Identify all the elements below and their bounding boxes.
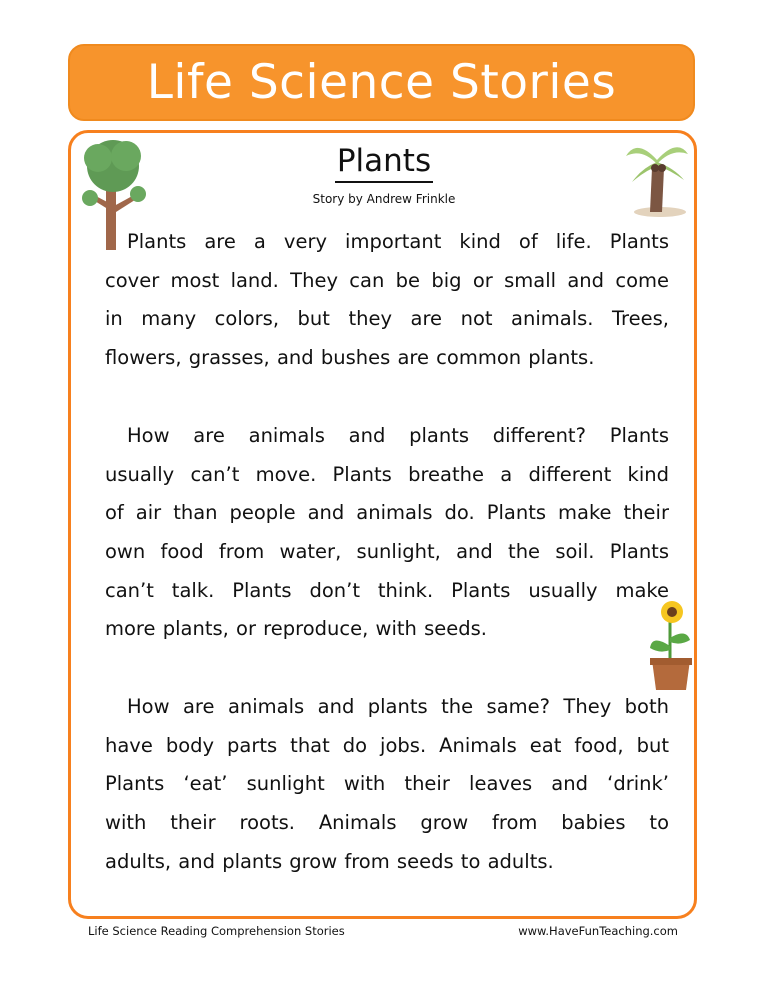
text-line: can’t talk. Plants don’t think. Plants usually make: [105, 578, 669, 602]
text-line: How are animals and plants the same? They both: [127, 695, 669, 718]
text-line: with their roots. Animals grow from babies to: [105, 811, 669, 835]
text-line: cover most land. They can be big or small and come: [105, 268, 669, 292]
story-title: Plants: [0, 143, 768, 179]
text-line: of air than people and animals do. Plants make their: [105, 501, 669, 525]
paragraph-2: [105, 417, 669, 649]
text-line: Plants ‘eat’ sunlight with their leaves and ‘drink’: [105, 772, 669, 796]
text-line: usually can’t move. Plants breathe a different kind: [105, 462, 669, 486]
text-line: own food from water, sunlight, and the soil. Plants: [105, 540, 669, 564]
text-line: more plants, or reproduce, with seeds.: [105, 617, 487, 641]
paragraph-1: [105, 223, 669, 378]
footer-website-link[interactable]: www.HaveFunTeaching.com: [518, 924, 678, 938]
story-byline: Story by Andrew Frinkle: [312, 192, 456, 206]
paragraph-3: [105, 688, 669, 881]
text-line: How are animals and plants different? Plants: [127, 424, 669, 447]
text-line: flowers, grasses, and bushes are common plants.: [105, 346, 595, 370]
text-line: Plants are a very important kind of life. Plants: [127, 230, 669, 253]
header-banner: [68, 44, 695, 121]
text-line: in many colors, but they are not animals. Trees,: [105, 307, 669, 331]
header-title: Life Science Stories: [146, 55, 617, 110]
text-line: adults, and plants grow from seeds to adults.: [105, 849, 554, 873]
footer-series-label: Life Science Reading Comprehension Stories: [88, 924, 345, 938]
text-line: have body parts that do jobs. Animals eat food, but: [105, 733, 669, 757]
